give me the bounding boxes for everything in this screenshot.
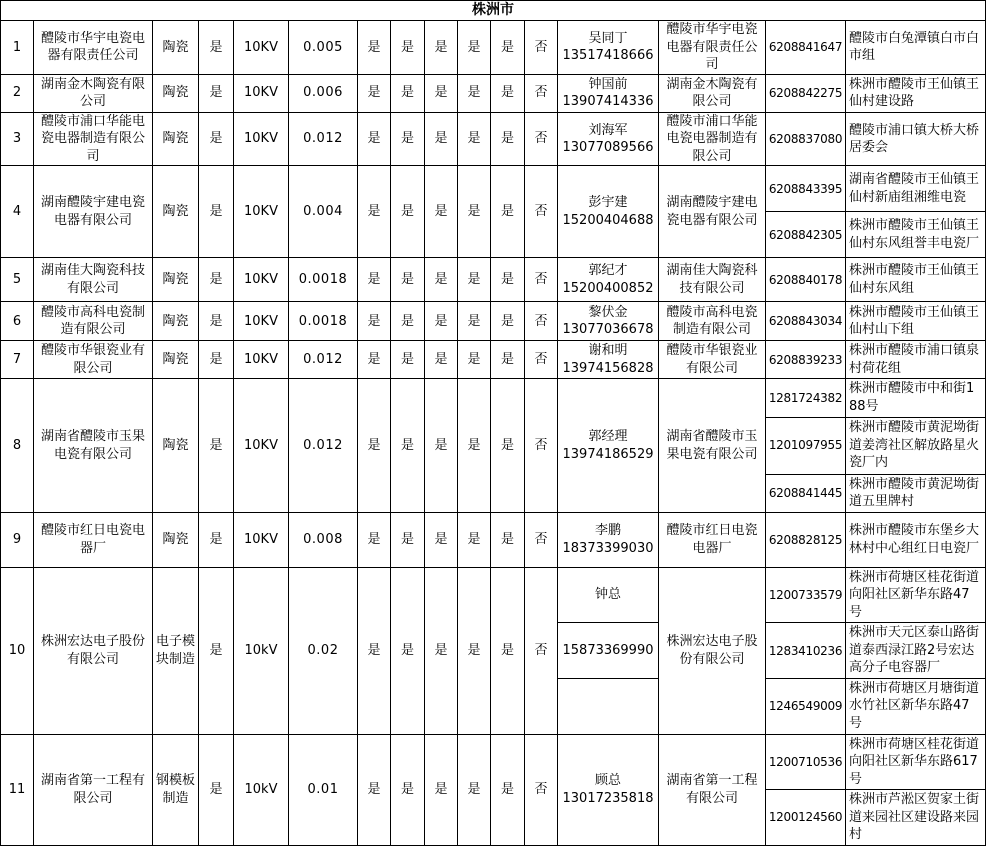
contact-name: 刘海军: [588, 122, 628, 138]
cell-check: 否: [525, 21, 558, 75]
cell-voltage: 10KV: [234, 112, 289, 166]
cell-industry: 陶瓷: [153, 166, 199, 258]
contact-name: 谢和明: [588, 343, 628, 359]
cell-capacity: 0.0018: [289, 302, 358, 341]
cell-meter-no: 6208842305: [766, 212, 846, 258]
cell-address: 株洲市醴陵市东堡乡大林村中心组红日电瓷厂: [846, 512, 986, 567]
cell-check: 是: [491, 258, 525, 302]
table-row: [1, 1, 986, 21]
cell-address: 株洲市荷塘区桂花街道向阳社区新华东路47号: [846, 567, 986, 623]
cell-check: 是: [425, 302, 458, 341]
cell-row-no: 8: [1, 379, 34, 512]
contact-phone: 13517418666: [562, 48, 654, 64]
cell-industry: 陶瓷: [153, 341, 199, 379]
cell-address: 株洲市醴陵市王仙镇王仙村东风组: [846, 258, 986, 302]
cell-check: 是: [425, 74, 458, 112]
cell-company2: 湖南佳大陶瓷科技有限公司: [659, 258, 766, 302]
cell-check: 是: [425, 567, 458, 734]
cell-check: 是: [458, 21, 491, 75]
cell-company: 醴陵市华银瓷业有限公司: [34, 341, 153, 379]
cell-approved: 是: [199, 258, 234, 302]
cell-check: 是: [358, 379, 391, 512]
cell-company2: 湖南金木陶瓷有限公司: [659, 74, 766, 112]
cell-check: 是: [458, 74, 491, 112]
contact-name: 顾总: [594, 773, 621, 789]
contact-phone: 13077089566: [562, 140, 654, 156]
contact-phone: 13974156828: [562, 360, 654, 376]
cell-address: 株洲市醴陵市王仙镇王仙村东风组誉丰电瓷厂: [846, 212, 986, 258]
cell-check: 是: [358, 74, 391, 112]
contact-phone: 15200404688: [562, 212, 654, 228]
contact-phone: 13017235818: [562, 790, 654, 806]
cell-address: 株洲市醴陵市中和街188号: [846, 379, 986, 417]
contact-name: 郭纪才: [588, 263, 628, 279]
cell-company2: 湖南醴陵宇建电瓷电器有限公司: [659, 166, 766, 258]
cell-check: 是: [425, 166, 458, 258]
cell-company: 湖南金木陶瓷有限公司: [34, 74, 153, 112]
cell-check: 是: [391, 379, 425, 512]
cell-capacity: 0.008: [289, 512, 358, 567]
city-header: 株洲市: [1, 1, 986, 21]
contact-name: 彭宇建: [588, 195, 628, 211]
cell-contact: [558, 21, 659, 75]
cell-industry: 陶瓷: [153, 21, 199, 75]
table-row: [1, 112, 986, 166]
cell-contact: [558, 166, 659, 258]
cell-check: 是: [458, 567, 491, 734]
cell-check: 是: [458, 302, 491, 341]
cell-company2: 株洲宏达电子股份有限公司: [659, 567, 766, 734]
cell-row-no: 10: [1, 567, 34, 734]
cell-industry: 陶瓷: [153, 379, 199, 512]
cell-contact-phone: 15873369990: [558, 623, 659, 679]
cell-check: 否: [525, 74, 558, 112]
cell-company: 湖南省第一工程有限公司: [34, 734, 153, 845]
cell-check: 否: [525, 379, 558, 512]
cell-row-no: 6: [1, 302, 34, 341]
cell-address: 株洲市天元区泰山路街道泰西渌江路2号宏达高分子电容器厂: [846, 623, 986, 679]
cell-company2: 湖南省第一工程有限公司: [659, 734, 766, 845]
cell-approved: 是: [199, 21, 234, 75]
cell-approved: 是: [199, 341, 234, 379]
cell-voltage: 10KV: [234, 258, 289, 302]
cell-check: 是: [491, 112, 525, 166]
cell-company: 醴陵市高科电瓷制造有限公司: [34, 302, 153, 341]
cell-contact: [558, 734, 659, 845]
cell-address: 株洲市醴陵市浦口镇泉村荷花组: [846, 341, 986, 379]
cell-check: 是: [491, 734, 525, 845]
cell-address: 株洲市荷塘区月塘街道水竹社区新华东路47号: [846, 678, 986, 734]
cell-check: 是: [458, 734, 491, 845]
cell-check: 是: [391, 21, 425, 75]
table-row: [1, 341, 986, 379]
cell-industry: 陶瓷: [153, 74, 199, 112]
cell-check: 是: [358, 302, 391, 341]
cell-meter-no: 1201097955: [766, 417, 846, 474]
cell-company2: 湖南省醴陵市玉果电瓷有限公司: [659, 379, 766, 512]
cell-address: 株洲市芦淞区贺家土街道来园社区建设路来园村: [846, 790, 986, 846]
cell-address: 株洲市醴陵市王仙镇王仙村建设路: [846, 74, 986, 112]
cell-check: 是: [491, 302, 525, 341]
cell-check: 是: [491, 512, 525, 567]
cell-voltage: 10KV: [234, 512, 289, 567]
cell-check: 是: [391, 112, 425, 166]
cell-company2: 醴陵市华宇电瓷电器有限责任公司: [659, 21, 766, 75]
cell-row-no: 11: [1, 734, 34, 845]
cell-check: 是: [491, 379, 525, 512]
cell-capacity: 0.012: [289, 379, 358, 512]
cell-check: 是: [391, 74, 425, 112]
cell-capacity: 0.004: [289, 166, 358, 258]
table-row: [1, 166, 986, 212]
cell-meter-no: 6208843034: [766, 302, 846, 341]
cell-check: 是: [425, 379, 458, 512]
cell-check: 是: [425, 734, 458, 845]
cell-check: 是: [391, 166, 425, 258]
cell-check: 是: [458, 258, 491, 302]
cell-company: 湖南省醴陵市玉果电瓷有限公司: [34, 379, 153, 512]
cell-company: 湖南醴陵宇建电瓷电器有限公司: [34, 166, 153, 258]
cell-meter-no: 6208837080: [766, 112, 846, 166]
cell-contact-extra: [558, 678, 659, 734]
cell-contact: [558, 341, 659, 379]
cell-company: 湖南佳大陶瓷科技有限公司: [34, 258, 153, 302]
contact-phone: 15200400852: [562, 280, 654, 296]
cell-company: 醴陵市华宇电瓷电器有限责任公司: [34, 21, 153, 75]
cell-check: 否: [525, 302, 558, 341]
cell-industry: 陶瓷: [153, 512, 199, 567]
table-row: [1, 21, 986, 75]
contact-name: 吴同丁: [588, 30, 628, 46]
cell-contact: [558, 512, 659, 567]
cell-check: 是: [425, 341, 458, 379]
cell-check: 是: [425, 112, 458, 166]
cell-check: 是: [458, 512, 491, 567]
cell-meter-no: 1200733579: [766, 567, 846, 623]
cell-row-no: 2: [1, 74, 34, 112]
cell-meter-no: 6208843395: [766, 166, 846, 212]
cell-row-no: 5: [1, 258, 34, 302]
cell-company2: 醴陵市浦口华能电瓷电器制造有限公司: [659, 112, 766, 166]
cell-address: 株洲市醴陵市王仙镇王仙村山下组: [846, 302, 986, 341]
cell-voltage: 10KV: [234, 166, 289, 258]
cell-check: 是: [491, 21, 525, 75]
contact-name: 黎伏金: [588, 304, 628, 320]
cell-voltage: 10KV: [234, 74, 289, 112]
cell-check: 是: [391, 258, 425, 302]
cell-approved: 是: [199, 112, 234, 166]
cell-approved: 是: [199, 512, 234, 567]
cell-meter-no: 1200710536: [766, 734, 846, 790]
cell-approved: 是: [199, 734, 234, 845]
cell-company: 醴陵市浦口华能电瓷电器制造有限公司: [34, 112, 153, 166]
cell-voltage: 10KV: [234, 21, 289, 75]
cell-address: 湖南省醴陵市王仙镇王仙村新庙组湘维电瓷: [846, 166, 986, 212]
cell-check: 是: [458, 166, 491, 258]
contact-phone: 13907414336: [562, 94, 654, 110]
cell-check: 是: [491, 74, 525, 112]
cell-check: 是: [491, 567, 525, 734]
cell-check: 是: [358, 512, 391, 567]
cell-meter-no: 1283410236: [766, 623, 846, 679]
cell-check: 否: [525, 166, 558, 258]
cell-check: 是: [358, 567, 391, 734]
table-row: [1, 567, 986, 623]
cell-company: 醴陵市红日电瓷电器厂: [34, 512, 153, 567]
cell-check: 否: [525, 567, 558, 734]
contact-name: 钟国前: [588, 76, 628, 92]
cell-check: 是: [391, 567, 425, 734]
cell-contact: [558, 74, 659, 112]
cell-check: 是: [425, 21, 458, 75]
cell-row-no: 3: [1, 112, 34, 166]
cell-check: 是: [358, 734, 391, 845]
cell-industry: 陶瓷: [153, 258, 199, 302]
contact-name: 郭经理: [588, 429, 628, 445]
cell-voltage: 10kV: [234, 567, 289, 734]
cell-meter-no: 6208841647: [766, 21, 846, 75]
cell-row-no: 9: [1, 512, 34, 567]
cell-address: 株洲市荷塘区桂花街道向阳社区新华东路617号: [846, 734, 986, 790]
cell-meter-no: 6208840178: [766, 258, 846, 302]
cell-voltage: 10KV: [234, 341, 289, 379]
cell-check: 是: [458, 112, 491, 166]
cell-industry: 陶瓷: [153, 302, 199, 341]
cell-meter-no: 1200124560: [766, 790, 846, 846]
cell-voltage: 10kV: [234, 734, 289, 845]
cell-contact: [558, 112, 659, 166]
contact-phone: 13974186529: [562, 446, 654, 462]
cell-capacity: 0.01: [289, 734, 358, 845]
cell-industry: 电子模块制造: [153, 567, 199, 734]
cell-capacity: 0.02: [289, 567, 358, 734]
cell-contact: [558, 302, 659, 341]
cell-capacity: 0.012: [289, 341, 358, 379]
cell-address: 醴陵市浦口镇大桥大桥居委会: [846, 112, 986, 166]
cell-meter-no: 1281724382: [766, 379, 846, 417]
cell-check: 是: [425, 512, 458, 567]
cell-capacity: 0.006: [289, 74, 358, 112]
cell-approved: 是: [199, 379, 234, 512]
cell-company2: 醴陵市华银瓷业有限公司: [659, 341, 766, 379]
cell-check: 否: [525, 112, 558, 166]
cell-approved: 是: [199, 302, 234, 341]
cell-company2: 醴陵市高科电瓷制造有限公司: [659, 302, 766, 341]
cell-meter-no: 1246549009: [766, 678, 846, 734]
cell-check: 是: [391, 512, 425, 567]
cell-check: 是: [458, 341, 491, 379]
cell-meter-no: 6208842275: [766, 74, 846, 112]
table-row: [1, 302, 986, 341]
table-row: [1, 258, 986, 302]
table-row: [1, 74, 986, 112]
cell-check: 否: [525, 341, 558, 379]
cell-approved: 是: [199, 567, 234, 734]
cell-approved: 是: [199, 74, 234, 112]
cell-check: 是: [491, 166, 525, 258]
table-row: [1, 379, 986, 417]
cell-check: 是: [358, 258, 391, 302]
cell-row-no: 1: [1, 21, 34, 75]
cell-contact: [558, 258, 659, 302]
cell-check: 是: [491, 341, 525, 379]
cell-check: 否: [525, 512, 558, 567]
cell-check: 是: [358, 341, 391, 379]
cell-capacity: 0.005: [289, 21, 358, 75]
cell-check: 是: [391, 302, 425, 341]
contact-phone: 18373399030: [562, 540, 654, 556]
cell-approved: 是: [199, 166, 234, 258]
cell-meter-no: 6208841445: [766, 474, 846, 512]
cell-voltage: 10KV: [234, 379, 289, 512]
table-row: [1, 734, 986, 790]
cell-check: 是: [358, 21, 391, 75]
cell-contact: [558, 379, 659, 512]
cell-check: 是: [391, 734, 425, 845]
cell-check: 是: [358, 166, 391, 258]
cell-check: 是: [458, 379, 491, 512]
cell-check: 否: [525, 258, 558, 302]
contact-name: 李鹏: [594, 523, 621, 539]
cell-address: 株洲市醴陵市黄泥坳街道姜湾社区解放路星火瓷厂内: [846, 417, 986, 474]
cell-capacity: 0.012: [289, 112, 358, 166]
cell-check: 是: [391, 341, 425, 379]
contact-phone: 13077036678: [562, 322, 654, 338]
cell-check: 是: [358, 112, 391, 166]
cell-capacity: 0.0018: [289, 258, 358, 302]
cell-check: 是: [425, 258, 458, 302]
cell-row-no: 4: [1, 166, 34, 258]
cell-industry: 陶瓷: [153, 112, 199, 166]
cell-company: 株洲宏达电子股份有限公司: [34, 567, 153, 734]
cell-meter-no: 6208828125: [766, 512, 846, 567]
cell-meter-no: 6208839233: [766, 341, 846, 379]
cell-address: 株洲市醴陵市黄泥坳街道五里牌村: [846, 474, 986, 512]
cell-row-no: 7: [1, 341, 34, 379]
cell-contact-name: 钟总: [558, 567, 659, 623]
cell-industry: 钢模板制造: [153, 734, 199, 845]
cell-address: 醴陵市白兔潭镇白市白市组: [846, 21, 986, 75]
cell-check: 否: [525, 734, 558, 845]
cell-company2: 醴陵市红日电瓷电器厂: [659, 512, 766, 567]
cell-voltage: 10KV: [234, 302, 289, 341]
table-row: [1, 512, 986, 567]
